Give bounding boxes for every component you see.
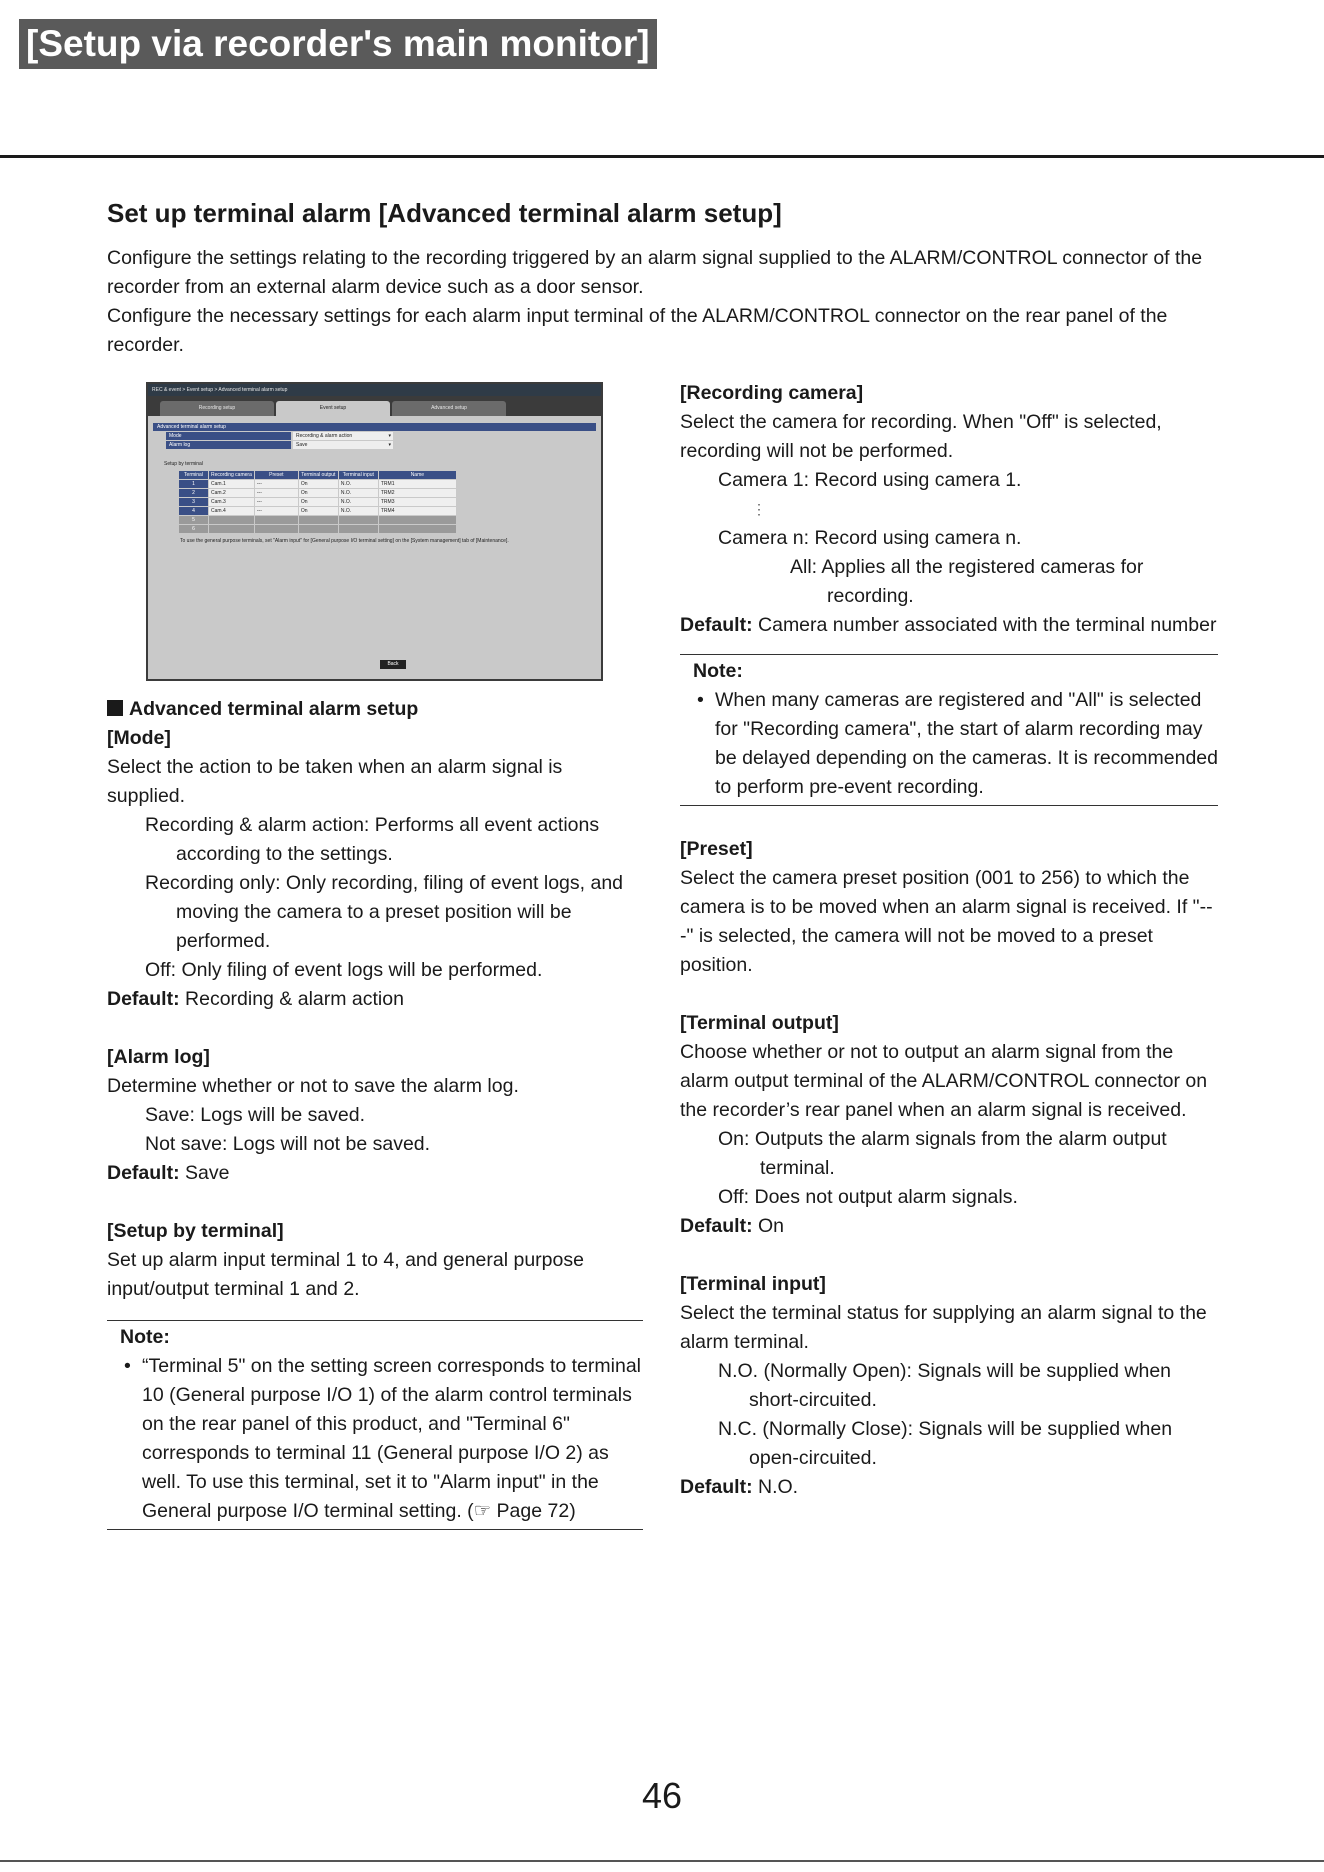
screenshot-breadcrumb: REC & event > Event setup > Advanced terminal alarm setup: [148, 384, 601, 396]
section-banner: [Setup via recorder's main monitor]: [19, 19, 657, 69]
screenshot-col-input: Terminal input: [338, 471, 378, 480]
table-cell: [378, 525, 456, 534]
vertical-ellipsis: ⋮: [752, 501, 766, 517]
mode-option: Off: Only filing of event logs will be performed.: [145, 959, 543, 981]
table-cell: 3: [179, 498, 209, 507]
table-cell: 4: [179, 507, 209, 516]
table-cell: Cam.4: [209, 507, 255, 516]
screenshot-col-output: Terminal output: [298, 471, 338, 480]
page-number: 46: [641, 1775, 683, 1816]
screenshot-col-preset: Preset: [254, 471, 298, 480]
table-cell: ---: [254, 507, 298, 516]
table-row: [179, 525, 457, 534]
page-title: Set up terminal alarm [Advanced terminal alarm setup]: [107, 198, 782, 228]
table-cell: On: [298, 489, 338, 498]
table-cell: 2: [179, 489, 209, 498]
terminal-input-title: [Terminal input]: [680, 1273, 826, 1295]
screenshot-alarm-log-row: [166, 441, 596, 449]
terminal-output-option: On: Outputs the alarm signals from the alarm output terminal.: [718, 1128, 1167, 1179]
alarm-log-option: Save: Logs will be saved.: [145, 1104, 366, 1126]
intro-paragraph: Configure the necessary settings for each alarm input terminal of the ALARM/CONTROL connector on the rear panel of the recorder.: [107, 305, 1168, 356]
table-cell: TRM4: [378, 507, 456, 516]
mode-title: [Mode]: [107, 727, 171, 749]
screenshot-col-name: Name: [378, 471, 456, 480]
alarm-log-description: Determine whether or not to save the alarm log.: [107, 1075, 519, 1097]
terminal-input-option: N.C. (Normally Close): Signals will be supplied when open-circuited.: [718, 1418, 1173, 1469]
setup-by-terminal-description: Set up alarm input terminal 1 to 4, and general purpose input/output terminal 1 and 2.: [107, 1249, 584, 1300]
table-cell: ---: [254, 498, 298, 507]
terminal-note-box: [107, 1320, 643, 1530]
table-cell: TRM3: [378, 498, 456, 507]
table-cell: On: [298, 480, 338, 489]
note-title: Note:: [693, 660, 743, 682]
table-cell: N.O.: [338, 480, 378, 489]
table-cell: [338, 516, 378, 525]
table-cell: 1: [179, 480, 209, 489]
terminal-input-description: Select the terminal status for supplying an alarm signal to the alarm terminal.: [680, 1302, 1207, 1353]
table-row: [179, 516, 457, 525]
table-cell: [378, 516, 456, 525]
screenshot-mode-value: Recording & alarm action ▾: [293, 432, 393, 440]
screenshot-col-terminal: Terminal: [179, 471, 209, 480]
table-cell: Cam.3: [209, 498, 255, 507]
table-row: [179, 489, 457, 498]
table-cell: 5: [179, 516, 209, 525]
note-item: • When many cameras are registered and "All" is selected for "Recording camera", the start of alarm recording may be delayed depending on the cameras. It is recommended to perform pre-event recording.: [693, 686, 1218, 802]
table-cell: [298, 525, 338, 534]
table-cell: [298, 516, 338, 525]
table-cell: N.O.: [338, 507, 378, 516]
mode-default: Default: Recording & alarm action: [107, 988, 404, 1010]
screenshot-col-camera: Recording camera: [209, 471, 255, 480]
screenshot-subsection: Setup by terminal: [164, 461, 203, 467]
screenshot-footnote: To use the general purpose terminals, set "Alarm input" for [General purpose I/O terminal setting] on the [System management] tab of [Maintenance].: [180, 538, 509, 544]
left-column: [107, 695, 643, 1530]
table-cell: [338, 525, 378, 534]
recording-camera-option: Camera n: Record using camera n.: [718, 527, 1022, 549]
table-row: [179, 507, 457, 516]
recording-camera-option: All: Applies all the registered cameras for recording.: [790, 556, 1144, 607]
table-cell: On: [298, 507, 338, 516]
square-bullet-icon: [107, 700, 123, 716]
preset-description: Select the camera preset position (001 to 256) to which the camera is to be moved when an alarm signal is received. If "---" is selected, the camera will not be moved to a preset position.: [680, 867, 1213, 976]
table-cell: [209, 516, 255, 525]
screenshot-tab-bar: [148, 396, 601, 416]
screenshot-tab-event: Event setup: [276, 401, 390, 416]
table-cell: [254, 516, 298, 525]
table-cell: ---: [254, 489, 298, 498]
table-cell: TRM2: [378, 489, 456, 498]
screenshot-alarm-log-value: Save ▾: [293, 441, 393, 449]
alarm-log-title: [Alarm log]: [107, 1046, 210, 1068]
intro-paragraph: Configure the settings relating to the recording triggered by an alarm signal supplied to the ALARM/CONTROL connector of the recorder from an external alarm device such as a door sensor.: [107, 247, 1203, 298]
table-row: [179, 480, 457, 489]
table-cell: [209, 525, 255, 534]
setup-by-terminal-title: [Setup by terminal]: [107, 1220, 284, 1242]
top-divider: [0, 155, 1324, 158]
screenshot-tab-recording: Recording setup: [160, 401, 274, 416]
terminal-output-option: Off: Does not output alarm signals.: [718, 1186, 1018, 1208]
camera-note-box: [680, 654, 1218, 806]
table-row: [179, 498, 457, 507]
screenshot-tab-advanced: Advanced setup: [392, 401, 506, 416]
table-cell: On: [298, 498, 338, 507]
screenshot-mode-label: Mode: [166, 432, 291, 440]
section-heading: Advanced terminal alarm setup: [107, 695, 643, 724]
terminal-output-description: Choose whether or not to output an alarm signal from the alarm output terminal of the ALARM/CONTROL connector on the recorder’s rear panel when an alarm signal is received.: [680, 1041, 1208, 1121]
terminal-output-title: [Terminal output]: [680, 1012, 839, 1034]
note-title: Note:: [120, 1326, 170, 1348]
recording-camera-option: Camera 1: Record using camera 1.: [718, 469, 1022, 491]
table-cell: [254, 525, 298, 534]
table-cell: TRM1: [378, 480, 456, 489]
recording-camera-title: [Recording camera]: [680, 382, 864, 404]
intro-text: [107, 244, 1237, 360]
table-cell: N.O.: [338, 498, 378, 507]
bottom-divider: [0, 1860, 1324, 1862]
preset-title: [Preset]: [680, 838, 753, 860]
table-cell: 6: [179, 525, 209, 534]
screenshot-section-header: Advanced terminal alarm setup: [153, 423, 596, 431]
screenshot-alarm-log-label: Alarm log: [166, 441, 291, 449]
table-cell: ---: [254, 480, 298, 489]
terminal-input-option: N.O. (Normally Open): Signals will be supplied when short-circuited.: [718, 1360, 1172, 1411]
mode-option: Recording & alarm action: Performs all event actions according to the settings.: [145, 814, 600, 865]
table-cell: Cam.1: [209, 480, 255, 489]
alarm-log-option: Not save: Logs will not be saved.: [145, 1133, 431, 1155]
alarm-log-default: Default: Save: [107, 1162, 230, 1184]
mode-option: Recording only: Only recording, filing of event logs, and moving the camera to a preset position will be performed.: [145, 872, 624, 952]
screenshot-back-button: Back: [380, 660, 406, 669]
terminal-output-default: Default: On: [680, 1215, 785, 1237]
table-cell: Cam.2: [209, 489, 255, 498]
mode-description: Select the action to be taken when an alarm signal is supplied.: [107, 756, 563, 807]
recording-camera-default: Default: Camera number associated with the terminal number: [680, 614, 1217, 636]
screenshot-terminal-table: [178, 470, 457, 534]
right-column: [680, 379, 1218, 1502]
screenshot-mode-row: [166, 432, 596, 440]
terminal-input-default: Default: N.O.: [680, 1476, 799, 1498]
note-item: • “Terminal 5" on the setting screen corresponds to terminal 10 (General purpose I/O 1) of the alarm control terminals on the rear panel of this product, and "Terminal 6" corresponds to terminal 11 (General purpose I/O 2) as well. To use this terminal, set it to "Alarm input" in the General purpose I/O terminal setting. (☞ Page 72): [120, 1352, 643, 1526]
table-cell: N.O.: [338, 489, 378, 498]
setup-screenshot: [146, 382, 603, 681]
recording-camera-description: Select the camera for recording. When "Off" is selected, recording will not be performed.: [680, 411, 1162, 462]
